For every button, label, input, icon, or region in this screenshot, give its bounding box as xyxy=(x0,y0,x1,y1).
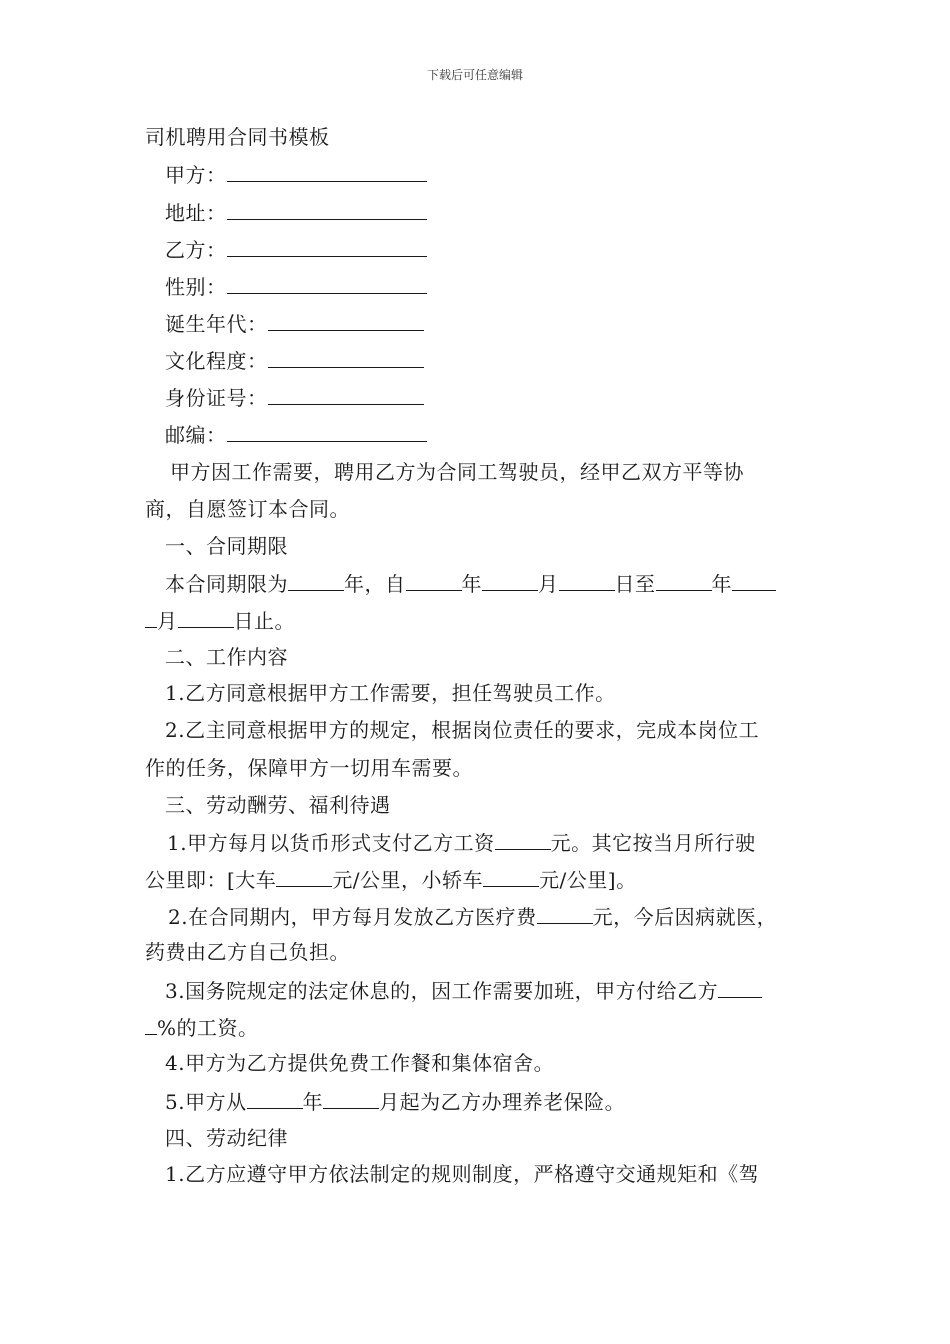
text-segment: 月起为乙方办理养老保险。 xyxy=(379,1090,626,1114)
text-segment: 3.国务院规定的法定休息的，因工作需要加班，甲方付给乙方 xyxy=(165,979,719,1003)
section3-item3-line2 xyxy=(145,1014,259,1040)
section3-item3-line1 xyxy=(165,977,762,1003)
text-segment: 年，自 xyxy=(344,572,406,596)
blank-line xyxy=(268,347,424,368)
field-postcode xyxy=(165,421,427,447)
blank-line xyxy=(178,607,234,628)
section-heading: 三、劳动酬劳、福利待遇 xyxy=(165,793,391,817)
text-segment: 1.甲方每月以货币形式支付乙方工资 xyxy=(167,831,495,855)
blank-line xyxy=(323,1088,379,1109)
blank-line xyxy=(482,570,538,591)
intro-paragraph-line1: 甲方因工作需要，聘用乙方为合同工驾驶员，经甲乙双方平等协 xyxy=(170,460,744,484)
text-segment: 月 xyxy=(157,609,178,633)
blank-line xyxy=(227,273,427,294)
blank-line xyxy=(288,570,344,591)
text-segment: 日止。 xyxy=(233,609,295,633)
blank-line xyxy=(495,829,551,850)
blank-line xyxy=(732,570,776,591)
field-label: 甲方： xyxy=(165,163,227,187)
blank-line xyxy=(227,199,427,220)
blank-line xyxy=(276,866,332,887)
text-segment: 年 xyxy=(461,572,482,596)
blank-line xyxy=(247,1088,303,1109)
text-segment: 月 xyxy=(538,572,559,596)
field-gender xyxy=(165,273,427,299)
field-party-a xyxy=(165,161,427,187)
blank-line xyxy=(718,977,762,998)
text-segment: %的工资。 xyxy=(157,1016,259,1040)
field-id-number xyxy=(165,384,424,410)
text-segment: 公里即：[大车 xyxy=(145,868,277,892)
text-segment: 元。其它按当月所行驶 xyxy=(550,831,756,855)
section1-line2 xyxy=(145,607,295,633)
text-segment: 元/公里]。 xyxy=(539,868,637,892)
text-segment: 日至 xyxy=(614,572,656,596)
section3-item2-line1 xyxy=(168,903,777,929)
text-segment: 年 xyxy=(711,572,732,596)
blank-line xyxy=(656,570,712,591)
section2-item2-line1: 2.乙主同意根据甲方的规定，根据岗位责任的要求，完成本岗位工 xyxy=(165,718,760,742)
field-label: 地址： xyxy=(165,201,227,225)
section3-item1-line1 xyxy=(167,829,756,855)
section-heading: 一、合同期限 xyxy=(165,534,288,558)
field-party-b xyxy=(165,236,427,262)
header-note: 下载后可任意编辑 xyxy=(426,68,523,82)
blank-line xyxy=(227,421,427,442)
field-label: 诞生年代： xyxy=(165,312,268,336)
page-title: 司机聘用合同书模板 xyxy=(145,125,330,149)
intro-paragraph-line2: 商，自愿签订本合同。 xyxy=(145,497,350,521)
blank-line xyxy=(268,384,424,405)
text-segment: 年 xyxy=(302,1090,324,1114)
blank-line xyxy=(227,236,427,257)
section3-item4: 4.甲方为乙方提供免费工作餐和集体宿舍。 xyxy=(165,1051,555,1075)
field-birth xyxy=(165,310,424,336)
text-segment: 元，今后因病就医， xyxy=(592,905,778,929)
section-heading: 四、劳动纪律 xyxy=(165,1126,288,1150)
section-heading: 二、工作内容 xyxy=(165,645,288,669)
blank-line xyxy=(268,310,424,331)
field-education xyxy=(165,347,424,373)
section2-item1: 1.乙方同意根据甲方工作需要，担任驾驶员工作。 xyxy=(165,681,616,705)
section3-item5 xyxy=(165,1088,625,1114)
section2-item2-line2: 作的任务，保障甲方一切用车需要。 xyxy=(145,756,473,780)
blank-line xyxy=(145,607,157,628)
field-label: 邮编： xyxy=(165,423,227,447)
blank-line xyxy=(537,903,593,924)
blank-line xyxy=(483,866,539,887)
section3-item2-line2: 药费由乙方自己负担。 xyxy=(145,940,350,964)
field-label: 性别： xyxy=(165,275,227,299)
field-label: 乙方： xyxy=(165,238,227,262)
text-segment: 本合同期限为 xyxy=(165,572,288,596)
field-address xyxy=(165,199,427,225)
text-segment: 5.甲方从 xyxy=(165,1090,247,1114)
field-label: 文化程度： xyxy=(165,349,268,373)
blank-line xyxy=(559,570,615,591)
field-label: 身份证号： xyxy=(165,386,268,410)
text-segment: 2.在合同期内，甲方每月发放乙方医疗费 xyxy=(168,905,537,929)
blank-line xyxy=(227,161,427,182)
section4-item1-line1: 1.乙方应遵守甲方依法制定的规则制度，严格遵守交通规矩和《驾 xyxy=(165,1162,760,1186)
blank-line xyxy=(145,1014,157,1035)
section3-item1-line2 xyxy=(145,866,637,892)
section1-line1 xyxy=(165,570,776,596)
blank-line xyxy=(406,570,462,591)
text-segment: 元/公里，小轿车 xyxy=(332,868,484,892)
